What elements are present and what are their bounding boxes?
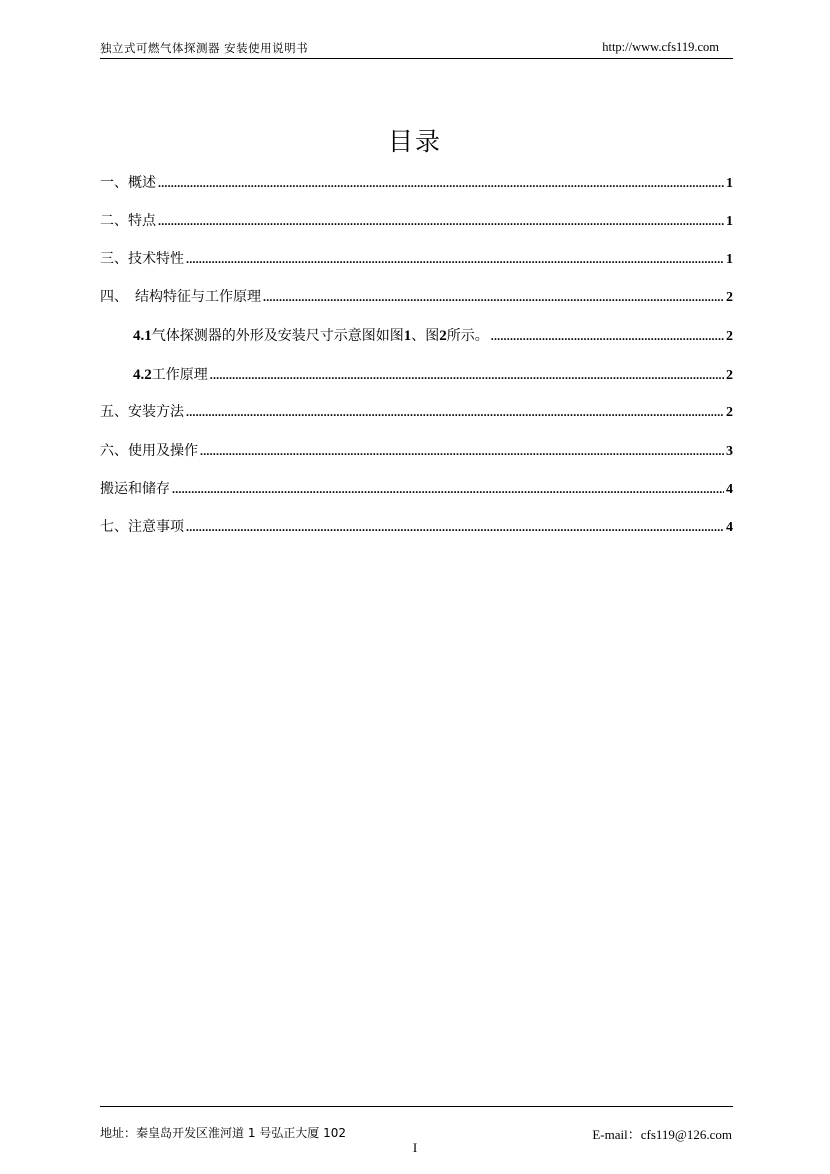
toc-entry-label: 二、特点 (100, 213, 156, 229)
toc-dot-leader (200, 444, 724, 459)
toc-entry-structure-principle[interactable] (100, 286, 733, 310)
toc-entry-label (133, 325, 489, 345)
toc-entry-label: 七、注意事项 (100, 519, 184, 535)
toc-dot-leader (158, 176, 724, 191)
toc-dot-leader (172, 482, 724, 497)
footer-email[interactable]: E-mail：cfs119@126.com (592, 1127, 732, 1142)
toc-entry-label: 四、 结构特征与工作原理 (100, 289, 261, 305)
toc-page-number: 1 (726, 214, 733, 229)
toc-entry-label: 一、概述 (100, 175, 156, 191)
toc-dot-leader (186, 405, 724, 420)
toc-page-number: 4 (726, 482, 733, 497)
toc-entry-label: 搬运和储存 (100, 481, 170, 497)
toc-page-number: 2 (726, 368, 733, 383)
toc-entry-features[interactable] (100, 210, 733, 234)
toc-entry-label (133, 364, 208, 384)
toc-page-number: 4 (726, 520, 733, 535)
toc-heading: 目录 (387, 127, 442, 156)
toc-dot-leader (186, 520, 724, 535)
toc-page-number: 2 (726, 329, 733, 344)
toc-dot-leader (491, 329, 724, 344)
figure-number: 1 (403, 328, 412, 344)
toc-entry-technical-specs[interactable] (100, 248, 733, 272)
toc-entry-4-1-dimensions[interactable] (133, 325, 733, 349)
header-document-title: 独立式可燃气体探测器 安装使用说明书 (100, 41, 309, 55)
page-number: I (412, 1140, 418, 1155)
toc-dot-leader (210, 368, 724, 383)
figure-number: 2 (439, 328, 447, 344)
section-text: 工作原理 (151, 367, 208, 383)
footer-divider (100, 1106, 733, 1107)
toc-dot-leader (186, 252, 724, 267)
section-text: 、图 (411, 328, 440, 344)
toc-entry-precautions[interactable] (100, 516, 733, 540)
toc-entry-overview[interactable] (100, 172, 733, 196)
header-website-url[interactable]: http://www.cfs119.com (602, 40, 719, 54)
toc-entry-label: 三、技术特性 (100, 251, 184, 267)
section-text: 气体探测器的外形及安装尺寸示意图如图 (151, 328, 404, 344)
footer-address: 地址：秦皇岛开发区淮河道 1 号弘正大厦 102 (100, 1126, 346, 1140)
toc-page-number: 1 (726, 176, 733, 191)
toc-entry-4-2-working-principle[interactable] (133, 364, 733, 388)
section-number: 4.2 (133, 367, 152, 383)
toc-dot-leader (158, 214, 724, 229)
toc-entry-installation[interactable] (100, 401, 733, 425)
toc-entry-label: 五、安装方法 (100, 404, 184, 420)
toc-page-number: 2 (726, 405, 733, 420)
toc-entry-label: 六、使用及操作 (100, 443, 198, 459)
toc-entry-transport-storage[interactable] (100, 478, 733, 502)
toc-dot-leader (263, 290, 724, 305)
section-text: 所示。 (446, 328, 489, 344)
page-header (100, 38, 733, 59)
toc-entry-operation[interactable] (100, 440, 733, 464)
toc-page-number: 2 (726, 290, 733, 305)
toc-page-number: 3 (726, 444, 733, 459)
section-number: 4.1 (133, 328, 152, 344)
toc-page-number: 1 (726, 252, 733, 267)
